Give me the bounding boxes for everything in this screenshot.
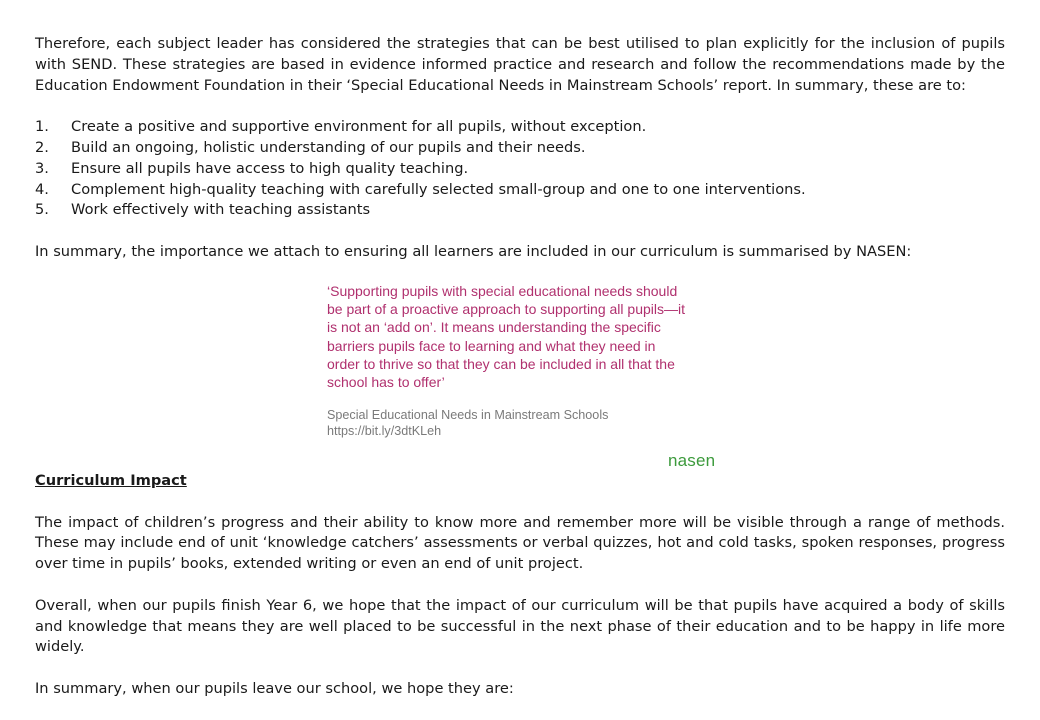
- document-page: [35, 34, 1005, 263]
- list-item-number: 4.: [35, 180, 49, 198]
- list-item: [35, 200, 1005, 221]
- impact-paragraph-3: In summary, when our pupils leave our school, we hope they are:: [35, 679, 514, 697]
- list-item-text: Ensure all pupils have access to high quality teaching.: [71, 159, 469, 177]
- list-item-text: Create a positive and supportive environment for all pupils, without exception.: [71, 118, 647, 136]
- quote-text: ‘Supporting pupils with special educational needs should be part of a proactive approach to supporting all pupils—it is not an ‘add on’. It means understanding the specific barriers pupils face to learning and what they need in order to thrive so that they can be included in all that the school has to offer’: [327, 283, 685, 391]
- list-item-text: Build an ongoing, holistic understanding of our pupils and their needs.: [71, 138, 586, 156]
- impact-paragraph-2: Overall, when our pupils finish Year 6, we hope that the impact of our curriculum will be that pupils have acquired a body of skills and knowledge that means they are well placed to be successful in the next phase of their education and to be happy in life more widely.: [35, 596, 1005, 656]
- list-item: [35, 180, 1005, 201]
- strategy-list: [35, 117, 1005, 221]
- list-item-text: Work effectively with teaching assistants: [71, 201, 371, 219]
- source-title: Special Educational Needs in Mainstream Schools: [327, 408, 609, 423]
- spacer: [35, 96, 1005, 117]
- spacer: [35, 575, 1005, 596]
- list-item-number: 1.: [35, 118, 49, 136]
- impact-section: [35, 471, 1005, 700]
- list-item: [35, 117, 1005, 138]
- summary-line: In summary, the importance we attach to ensuring all learners are included in our curriculum is summarised by NASEN:: [35, 242, 912, 260]
- spacer: [35, 492, 1005, 513]
- quote-source: [327, 407, 747, 439]
- nasen-logo: nasen: [668, 451, 716, 470]
- list-item-number: 2.: [35, 138, 49, 156]
- list-item-text: Complement high-quality teaching with carefully selected small-group and one to one interventions.: [71, 180, 806, 198]
- spacer: [35, 221, 1005, 242]
- list-item-number: 5.: [35, 201, 49, 219]
- intro-paragraph: Therefore, each subject leader has considered the strategies that can be best utilised to plan explicitly for the inclusion of pupils with SEND. These strategies are based in evidence informed practice and research and follow the recommendations made by the Education Endowment Foundation in their ‘Special Educational Needs in Mainstream Schools’ report. In summary, these are to:: [35, 35, 1005, 94]
- source-link[interactable]: https://bit.ly/3dtKLeh: [327, 424, 442, 439]
- list-item: [35, 159, 1005, 180]
- list-item: [35, 138, 1005, 159]
- spacer: [35, 658, 1005, 679]
- list-item-number: 3.: [35, 159, 49, 177]
- impact-paragraph-1: The impact of children’s progress and their ability to know more and remember more will be visible through a range of methods. These may include end of unit ‘knowledge catchers’ assessments or verbal quizzes, hot and cold tasks, spoken responses, progress over time in pupils’ books, extended writing or even an end of unit project.: [35, 513, 1005, 573]
- section-heading: Curriculum Impact: [35, 472, 187, 489]
- nasen-quote-image: [327, 282, 747, 439]
